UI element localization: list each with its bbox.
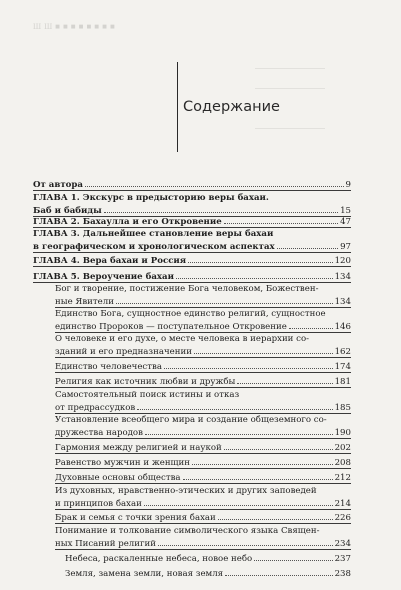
toc-entry-page-number: 190 (334, 428, 351, 438)
toc-leader-dots (289, 320, 333, 329)
toc-entry-page-number: 174 (334, 362, 351, 372)
toc-entry (33, 204, 351, 215)
toc-separator (55, 357, 351, 358)
toc-leader-dots (225, 567, 332, 576)
toc-entry-title: и принципов бахаи (55, 499, 142, 509)
toc-separator (55, 413, 351, 414)
toc-entry (55, 526, 351, 537)
toc-leader-dots (183, 471, 333, 480)
toc-entry-title: Баб и бабиды (33, 206, 102, 216)
toc-entry-page-number: 226 (334, 513, 351, 523)
toc-entry-page-number: 134 (334, 272, 351, 282)
toc-leader-dots (116, 295, 333, 304)
toc-entry (55, 537, 351, 548)
toc-entry-page-number: 15 (340, 206, 351, 216)
toc-entry (55, 295, 351, 306)
toc-entry-title: от предрассудков (55, 403, 136, 413)
toc-separator (55, 483, 351, 484)
toc-entry (55, 486, 351, 497)
toc-entry-page-number: 146 (334, 322, 351, 332)
toc-entry-page-number: 208 (334, 458, 351, 468)
toc-entry (33, 178, 351, 189)
bleed-through-header: Ш Ш ■ ■ ■ ■ ■ ■ ■ ■ (33, 22, 116, 31)
toc-separator (55, 453, 351, 454)
toc-entry (55, 497, 351, 508)
toc-entry-title: ГЛАВА 3. Дальнейшее становление веры бахаи (33, 229, 274, 239)
toc-entry (55, 390, 351, 401)
toc-leader-dots (224, 441, 333, 450)
toc-entry (55, 511, 351, 522)
toc-entry-title: зданий и его предназначении (55, 347, 192, 357)
toc-leader-dots (188, 254, 332, 263)
toc-entry-page-number: 181 (334, 377, 351, 387)
toc-entry-title: Единство Бога, сущностное единство религий, сущностное (55, 309, 326, 319)
toc-leader-dots (237, 375, 332, 384)
toc-leader-dots (176, 270, 333, 279)
toc-leader-dots (145, 426, 333, 435)
toc-entry-title: О человеке и его духе, о месте человека в иерархии со- (55, 334, 310, 344)
toc-separator (55, 438, 351, 439)
toc-entry (65, 567, 351, 578)
toc-leader-dots (218, 511, 333, 520)
toc-entry-title: Земля, замена земли, новая земля (65, 569, 224, 579)
toc-entry (55, 401, 351, 412)
toc-entry (33, 254, 351, 265)
toc-entry (55, 309, 351, 320)
toc-entry-title: в географическом и хронологическом аспектах (33, 242, 275, 252)
toc-separator (55, 307, 351, 308)
toc-entry (55, 471, 351, 482)
toc-entry-page-number: 162 (334, 347, 351, 357)
toc-entry-page-number: 185 (334, 403, 351, 413)
toc-separator (33, 227, 351, 228)
toc-entry-title: От автора (33, 180, 83, 190)
toc-entry (55, 441, 351, 452)
toc-entry (55, 426, 351, 437)
toc-leader-dots (158, 537, 333, 546)
toc-leader-dots (224, 215, 338, 224)
toc-separator (55, 372, 351, 373)
toc-separator (55, 332, 351, 333)
toc-separator (33, 282, 351, 283)
toc-entry-title: Из духовных, нравственно-этических и других заповедей (55, 486, 317, 496)
toc-entry-page-number: 238 (334, 569, 351, 579)
toc-separator (33, 266, 351, 267)
toc-entry-title: Небеса, раскаленные небеса, новое небо (65, 554, 253, 564)
toc-entry-title: Понимание и толкование символического языка Священ- (55, 526, 320, 536)
toc-leader-dots (192, 456, 333, 465)
toc-entry-title: ные Явители (55, 297, 114, 307)
toc-entry-title: дружества народов (55, 428, 143, 438)
toc-separator (55, 387, 351, 388)
toc-entry-title: ГЛАВА 1. Экскурс в предысторию веры бахаи. (33, 193, 269, 203)
toc-entry-page-number: 120 (334, 256, 351, 266)
toc-separator (33, 190, 351, 191)
toc-entry-title: ГЛАВА 2. Бахаулла и его Откровение (33, 217, 222, 227)
toc-entry (55, 284, 351, 295)
toc-entry-page-number: 214 (334, 499, 351, 509)
toc-entry-title: Установление всеобщего мира и создание общеземного со- (55, 415, 327, 425)
toc-separator (55, 509, 351, 510)
toc-entry-title: Самостоятельный поиск истины и отказ (55, 390, 240, 400)
toc-entry (33, 193, 351, 204)
toc-entry-title: единство Пророков — поступательное Откровение (55, 322, 287, 332)
toc-entry (55, 456, 351, 467)
toc-entry-title: Гармония между религией и наукой (55, 443, 222, 453)
toc-entry-title: Религия как источник любви и дружбы (55, 377, 236, 387)
toc-entry-page-number: 237 (334, 554, 351, 564)
toc-separator (55, 549, 351, 550)
toc-leader-dots (85, 178, 344, 187)
toc-leader-dots (104, 204, 338, 213)
toc-entry-page-number: 212 (334, 473, 351, 483)
toc-entry (55, 415, 351, 426)
toc-leader-dots (254, 552, 332, 561)
toc-entry-title: ГЛАВА 5. Вероучение бахаи (33, 272, 174, 282)
toc-entry (33, 229, 351, 240)
toc-entry (55, 375, 351, 386)
toc-leader-dots (137, 401, 332, 410)
toc-entry-page-number: 97 (340, 242, 351, 252)
toc-entry-title: Равенство мужчин и женщин (55, 458, 191, 468)
toc-separator (33, 252, 351, 253)
toc-entry-page-number: 234 (334, 539, 351, 549)
toc-leader-dots (277, 240, 338, 249)
toc-entry (33, 240, 351, 251)
toc-entry-title: Брак и семья с точки зрения бахаи (55, 513, 216, 523)
toc-entry-title: Единство человечества (55, 362, 162, 372)
toc-separator (55, 523, 351, 524)
toc-entry (65, 552, 351, 563)
toc-entry-title: ных Писаний религий (55, 539, 156, 549)
toc-entry (55, 360, 351, 371)
toc-entry-page-number: 9 (345, 180, 351, 190)
toc-entry-page-number: 47 (340, 217, 351, 227)
toc-entry-page-number: 202 (334, 443, 351, 453)
toc-separator (55, 468, 351, 469)
toc-entry-title: ГЛАВА 4. Вера бахаи и Россия (33, 256, 187, 266)
toc-entry-title: Духовные основы общества (55, 473, 181, 483)
toc-leader-dots (194, 345, 333, 354)
toc-leader-dots (144, 497, 333, 506)
toc-entry (33, 270, 351, 281)
toc-entry (55, 334, 351, 345)
toc-entry (33, 215, 351, 226)
toc-leader-dots (164, 360, 333, 369)
toc-entry-page-number: 134 (334, 297, 351, 307)
toc-entry (55, 320, 351, 331)
page-title: Содержание (183, 99, 280, 115)
toc-entry-title: Бог и творение, постижение Бога человеком, Божествен- (55, 284, 319, 294)
toc-entry (55, 345, 351, 356)
